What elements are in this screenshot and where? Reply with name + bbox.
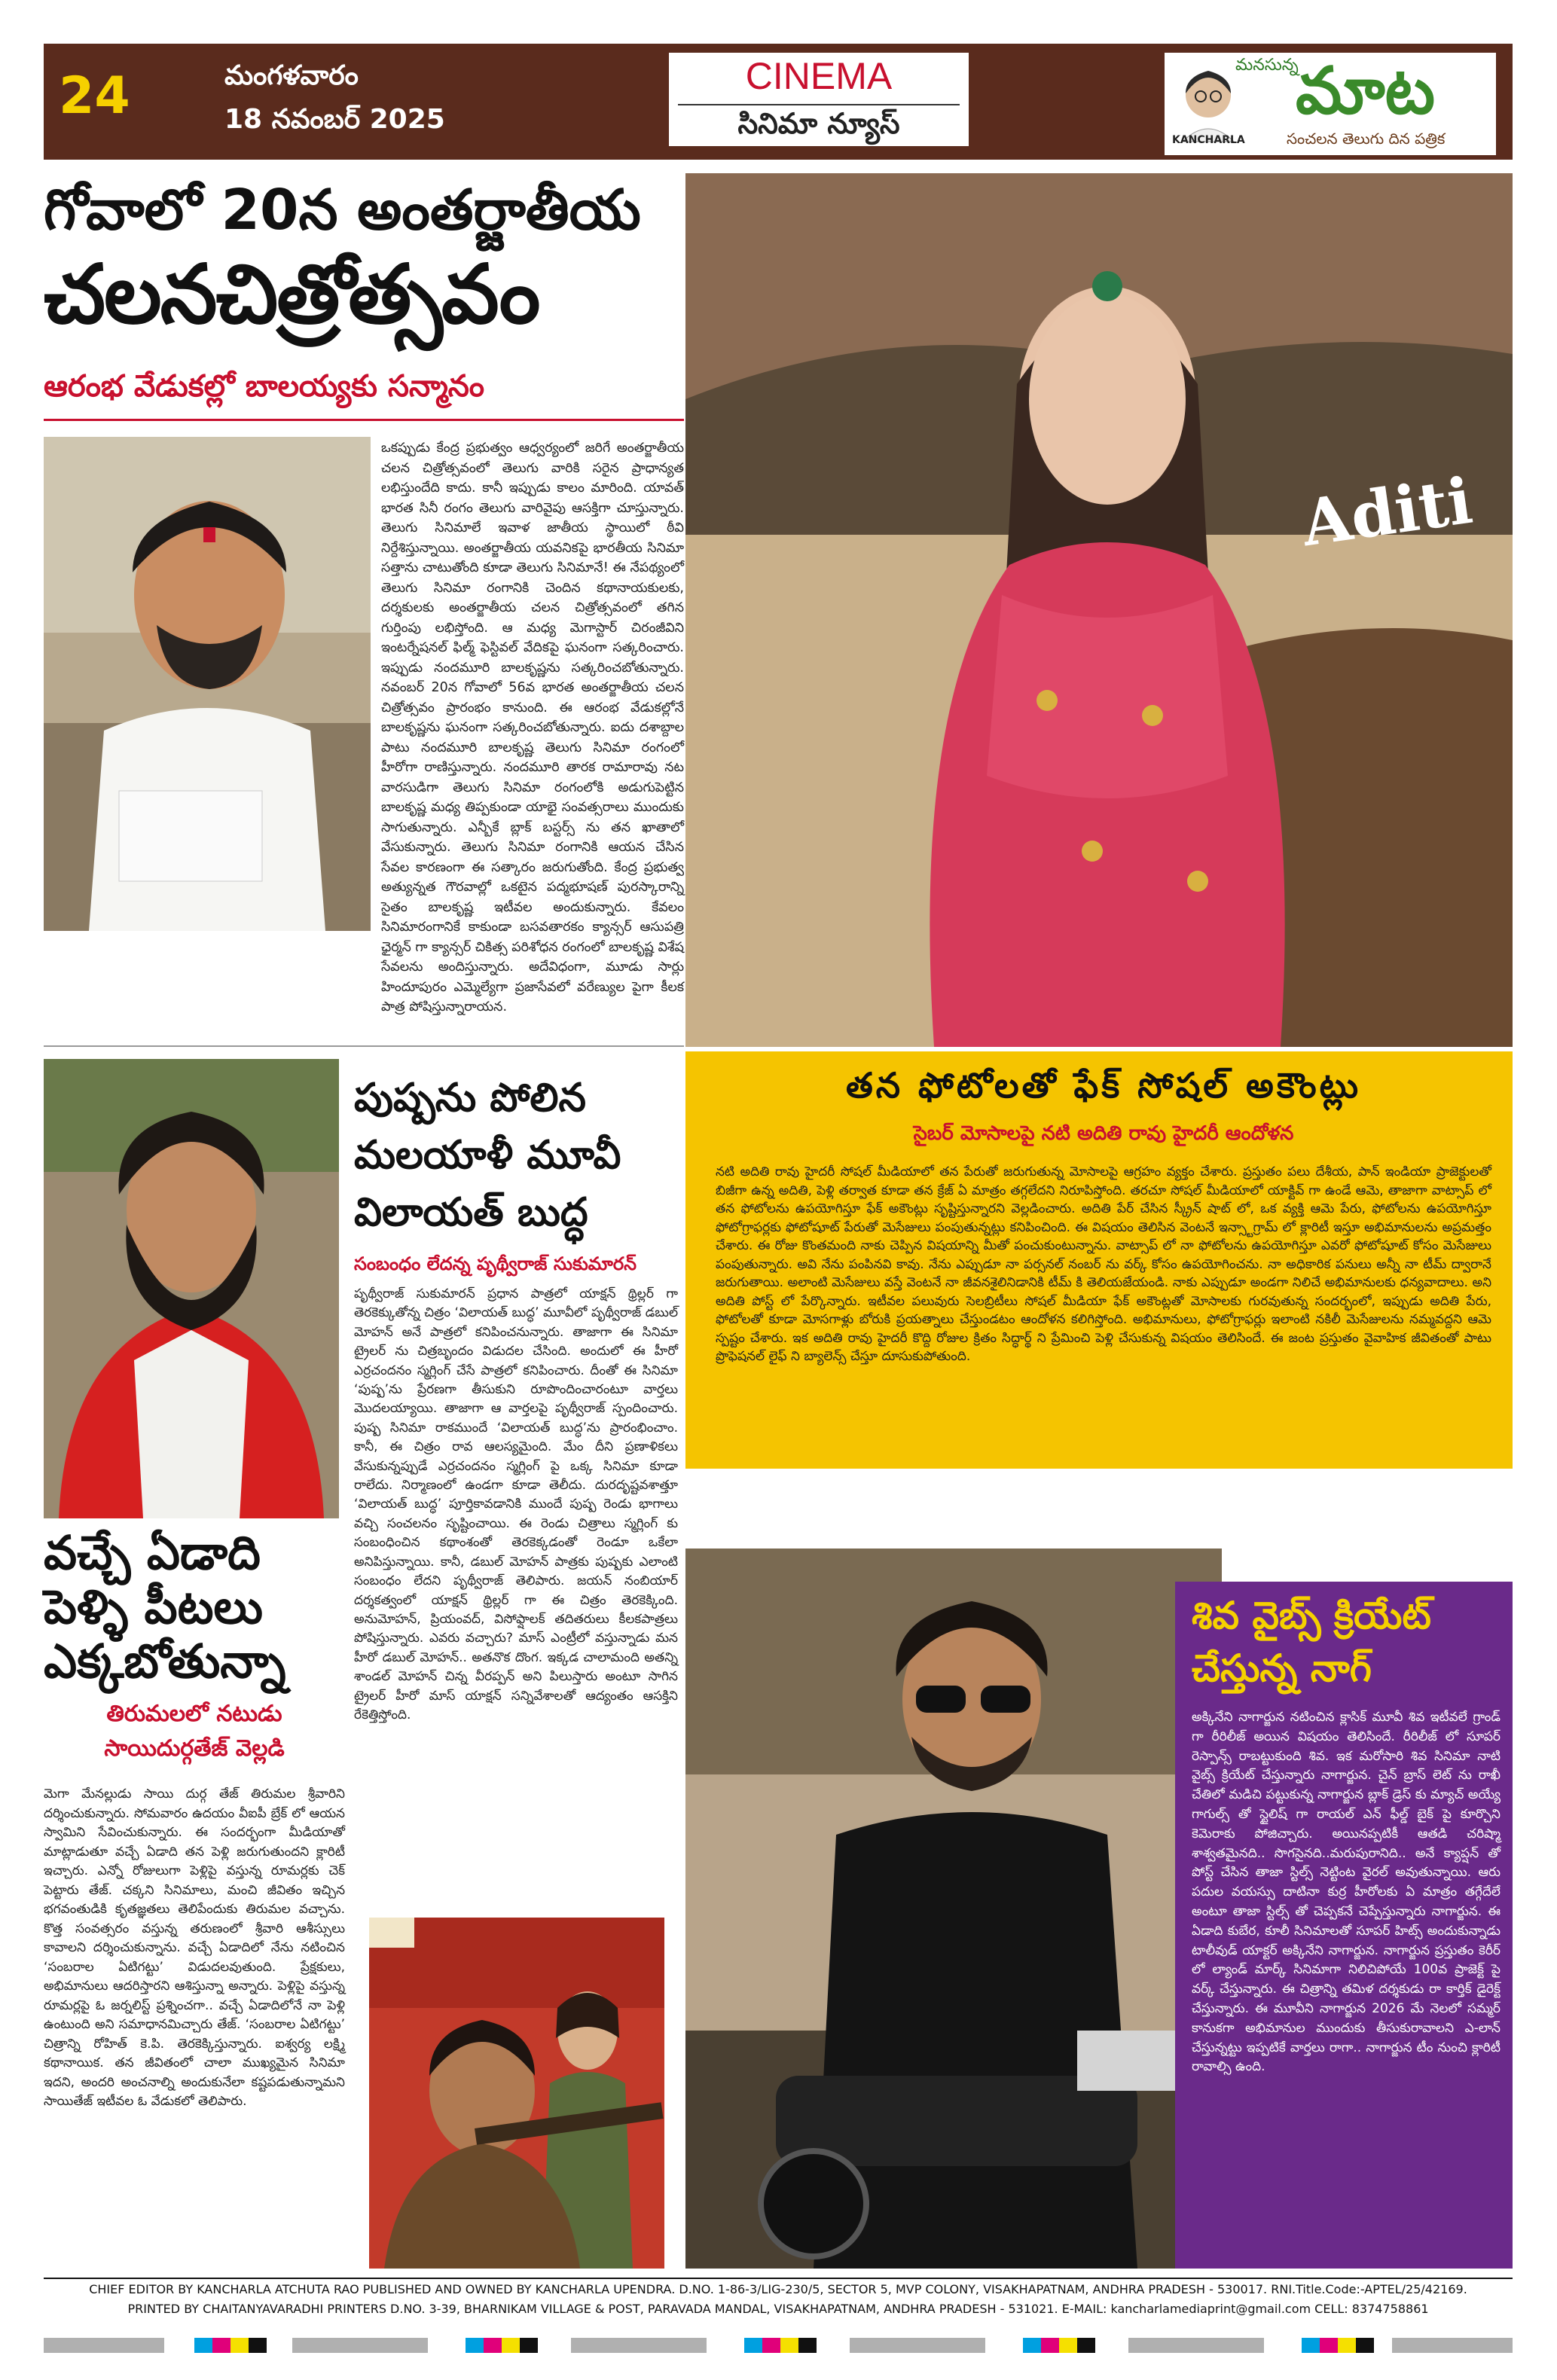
aditi-body: నటి అదితి రావు హైదరీ సోషల్ మీడియాలో తన పేరుతో జరుగుతున్న మోసాలపై ఆగ్రహం వ్యక్తం చేశారు. ప్రస్తుతం పలు దేశీయ, పాన్ ఇండియా ప్రాజెక్టులతో బిజీగా ఉన్న అదితి, పెళ్లి తర్వాత కూడా తన క్రేజ్ ఏ మాత్రం తగ్గలేదని నిరూపిస్తోంది. తరచూ సోషల్ మీడియాలో యాక్టివ్ గా ఉండే ఆమె, తాజాగా వాట్సాప్ లో తన ఫోటోలను ఉపయోగిస్తూ ఫేక్ అకౌంట్లు సృష్టిస్తున్నారని వెల్లడించారు. అదితి పేర్ చేసిన స్క్రీన్ షాట్ లో, ఒక వ్యక్తి ఆమె పేరు, ఫోటోలను ఉపయోగిస్తూ ఫోటోగ్రాఫర్లకు ఫోటోషూట్ పేరుతో మెసేజులు పంపుతున్నట్లు కనిపించింది. ఈ విషయం తెలిసిన వెంటనే ఇన్స్టాగ్రామ్ లో క్లారిటీ ఇస్తూ అభిమానులను అప్రమత్తం చేశారు. ఈ రోజు కొంతమంది నాకు చెప్పిన విషయాన్ని మీతో పంచుకుంటున్నాను. వాట్సాప్ లో నా ఫోటోలను ఉపయోగిస్తూ ఎవరో ఫోటోషూట్ కోసం మెసేజులు పంపుతున్నారు. అవి నేను పంపినవి కావు. నేను ఎప్పుడూ నా పర్సనల్ నంబర్ ను వర్క్ కోసం ఉపయోగించను. నా అధికారిక పనులు అన్నీ నా టీమ్ ద్వారానే జరుగుతాయి. అలాంటి మెసేజులు వస్తే వెంటనే నా జీవనశైలినిడానికి టీమ్ కి తెలియజేయండి. నాకు ఎప్పుడూ అండగా నిలిచే అభిమానులకు ధన్యవాదాలు. అని అదితి పోస్ట్ లో పేర్కొన్నారు. ఇటీవల పలువురు సెలబ్రిటీలు సోషల్ మీడియా ఫేక్ అకౌంట్లతో మోసాలకు గురవుతున్న సందర్భంలో, ఇప్పుడు అదితి పేరు, ఫోటోలతో కూడా మోసగాళ్లు బోరుకి ప్రయత్నాలు చేస్తుండటం ఆందోళన కలిగిస్తోంది. అభిమానులు, ఫోటోగ్రాఫర్లు ఇలాంటి నకిలీ మెసేజులను నమ్మవద్దని ఆమె స్పష్టం చేశారు. ఇక అదితి రావు హైదరీ కొద్ది రోజుల క్రితం సిద్ధార్థ్ ని ప్రేమించి పెళ్లి చేసుకున్న విషయం తెలిసిందే. ఈ జంట ప్రస్తుతం వైవాహిక జీవితంతో పాటు ప్రొఫెషనల్ లైఫ్ ని బ్యాలెన్స్ చేస్తూ దూసుకుపోతుంది. bbox=[716, 1164, 1491, 1364]
sai-body: మెగా మేనల్లుడు సాయి దుర్గ తేజ్ తిరుమల శ్రీవారిని దర్శించుకున్నారు. సోమవారం ఉదయం వీఐపీ బ్రేక్ లో ఆయన స్వామిని సేవించుకున్నారు. ఈ సందర్భంగా మీడియాతో మాట్లాడుతూ వచ్చే ఏడాది తన పెళ్లి జరుగుతుందని క్లారిటీ ఇచ్చారు. ఎన్నో రోజులుగా పెళ్లిపై వస్తున్న రూమర్లకు చెక్ పెట్టారు తేజ్. చక్కని సినిమాలు, మంచి జీవితం ఇచ్చిన భగవంతుడికి కృతజ్ఞతలు తెలిపేందుకు తిరుమల వచ్చాను. కొత్త సంవత్సరం వస్తున్న తరుణంలో శ్రీవారి ఆశీస్సులు కావాలని దర్శించుకున్నాను. వచ్చే ఏడాదిలో నేను నటించిన ‘సంబరాల ఏటిగట్టు’ విడుదలవుతుంది. ప్రేక్షకులు, అభిమానులు ఆదరిస్తారని ఆశిస్తున్నా అన్నారు. పెళ్లిపై వస్తున్న రూమర్లపై ఓ జర్నలిస్ట్ ప్రశ్నించగా.. వచ్చే ఏడాదిలోనే నా పెళ్లి ఉంటుంది అని సమాధానమిచ్చారు తేజ్. ‘సంబరాల ఏటిగట్టు’ చిత్రాన్ని రోహిత్ కె.పి. తెరకెక్కిస్తున్నారు. ఐశ్వర్య లక్ష్మి కథానాయిక. తన జీవితంలో చాలా ముఖ్యమైన సినిమా ఇదని, అందరి అంచనాల్ని అందుకునేలా కష్టపడుతున్నామని సాయితేజ్ ఇటీవల ఓ వేడుకలో తెలిపారు. bbox=[44, 1787, 345, 2109]
logo-word: మాట bbox=[1296, 53, 1435, 129]
column-divider bbox=[44, 1045, 684, 1047]
balakrishna-photo bbox=[44, 437, 371, 931]
goa-headline-line1: గోవాలో 20న అంతర్జాతీయ bbox=[44, 178, 641, 243]
section-title: CINEMA bbox=[745, 55, 893, 97]
vilayath-headline: పుష్పను పోలిన మలయాళీ మూవీ విలాయత్ బుద్ధ bbox=[354, 1076, 621, 1235]
sai-subhead-line1: తిరుమలలో నటుడు bbox=[106, 1701, 282, 1727]
goa-subhead-rule bbox=[44, 419, 684, 421]
nag-headline: శివ వైబ్స్ క్రియేట్ చేస్తున్న నాగ్ bbox=[1192, 1594, 1432, 1690]
goa-headline-line2: చలనచిత్రోత్సవం bbox=[44, 248, 539, 342]
section-divider bbox=[678, 104, 960, 105]
sai-tej-photo bbox=[44, 1059, 339, 1518]
logo-top-word: మనసున్న bbox=[1235, 56, 1299, 75]
nagarjuna-photo bbox=[685, 1549, 1222, 2269]
aditi-headline: తన ఫోటోలతో ఫేక్ సోషల్ అకౌంట్లు bbox=[845, 1065, 1362, 1106]
aditi-photo-name: Aditi bbox=[1297, 462, 1477, 561]
logo-tagline: సంచలన తెలుగు దిన పత్రిక bbox=[1287, 130, 1446, 148]
nag-body: అక్కినేని నాగార్జున నటించిన క్లాసిక్ మూవీ శివ ఇటీవలే గ్రాండ్ గా రీరిలీజ్ అయిన విషయం తెలిసిందే. రీరిలీజ్ లో సూపర్ రెస్పాన్స్ రాబట్టుకుంది శివ. ఇక మరోసారి శివ సినిమా నాటి వైబ్స్ క్రియేట్ చేస్తున్నారు నాగార్జున. చైన్ బ్రాస్ లెట్ ను రాఖీ చేతిలో మడిచి పట్టుకున్న నాగార్జున బ్లాక్ డ్రెస్ కు మ్యాచ్ అయ్యే గాగుల్స్ తో స్టైలిష్ గా రాయల్ ఎన్ ఫీల్డ్ బైక్ పై కూర్చొని కెమెరాకు పోజిచ్చారు. అయినప్పటికీ ఆతడి చరిష్మా శాశ్వతమైనది.. సొగసైనది..మరుపురానిది.. అనే క్యాప్షన్ తో పోస్ట్ చేసిన తాజా స్టిల్స్ నెట్టింట వైరల్ అవుతున్నాయి. ఆరు పదుల వయస్సు దాటినా కుర్ర హీరోలకు ఏ మాత్రం తగ్గేదేలే అంటూ తాజా స్టిల్స్ తో చెప్పకనే చెప్పేస్తున్నారు నాగార్జున. ఈ ఏడాది కుబేర, కూలీ సినిమాలతో సూపర్ హిట్స్ అందుకున్నాడు టాలీవుడ్ యాక్టర్ అక్కినేని నాగార్జున. నాగార్జున ప్రస్తుతం కెరీర్ లో ల్యాండ్ మార్క్ సినిమాగా నిలిచిపోయే 100వ ప్రాజెక్ట్ పై వర్క్ చేస్తున్నారు. ఈ చిత్రాన్ని తమిళ దర్శకుడు రా కార్తిక్ డైరెక్ట్ చేస్తున్నారు. ఈ మూవీని నాగార్జున 2026 మే నెలలో సమ్మర్ కానుకగా అభిమానుల ముందుకు తీసుకురావాలని ఎ-లాన్ చేస్తున్నట్టు ఇప్పటికే వార్తలు రాగా.. నాగార్జున టీం నుంచి క్లారిటీ రావాల్సి ఉంది. bbox=[1192, 1710, 1501, 2075]
footer-rule bbox=[44, 2278, 1513, 2279]
aditi-photo bbox=[685, 173, 1513, 1047]
goa-body-col: ఒకప్పుడు కేంద్ర ప్రభుత్వం ఆధ్వర్యంలో జరిగే అంతర్జాతీయ చలన చిత్రోత్సవంలో తెలుగు వారికి సరైన ప్రాధాన్యత లభిస్తుందేది కాదు. కానీ ఇప్పుడు కాలం మారింది. యావత్ భారత సినీ రంగం తెలుగు వారివైపు ఆసక్తిగా చూస్తున్నారు. తెలుగు సినిమాలే ఇవాళ జాతీయ స్థాయిలో ఠీవి నిర్దేశిస్తున్నాయి. అంతర్జాతీయ యవనికపై భారతీయ సినిమా సత్తాను చాటుతోంది కూడా తెలుగు సినిమానే! ఈ నేపథ్యంలో తెలుగు సినిమా రంగానికి చెందిన కథానాయకులకు, దర్శకులకు అంతర్జాతీయ చలన చిత్రోత్సవంలో తగిన గుర్తింపు లభిస్తోంది. ఆ మధ్య మెగాస్టార్ చిరంజీవిని ఇంటర్నేషనల్ ఫిల్మ్ ఫెస్టివల్ వేదికపై ఘనంగా సత్కరించారు. ఇప్పుడు నందమూరి బాలకృష్ణను సత్కరించబోతున్నారు. నవంబర్ 20న గోవాలో 56వ భారత అంతర్జాతీయ చలన చిత్రోత్సవం ప్రారంభం కానుంది. ఈ ఆరంభ వేడుకల్లోనే బాలకృష్ణను ఘనంగా సత్కరించబోతున్నారు. ఐదు దశాబ్దాల పాటు నందమూరి బాలకృష్ణ తెలుగు సినిమా రంగంలో హీరోగా రాణిస్తున్నారు. నందమూరి తారక రామారావు నట వారసుడిగా తెలుగు సినిమా రంగంలోకి అడుగుపెట్టిన బాలకృష్ణ మధ్య తిప్పకుండా యాభై సంవత్సరాలు ముందుకు సాగుతున్నారు. ఎన్బీకే బ్లాక్ బస్టర్స్ ను తన ఖాతాలో వేసుకున్నారు. తెలుగు సినిమా రంగానికి ఆయన చేసిన సేవల కారణంగా ఈ సత్కారం జరుగుతోంది. కేంద్ర ప్రభుత్వ అత్యున్నత గౌరవాల్లో ఒకటైన పద్మభూషణ్ పురస్కారాన్ని సైతం బాలకృష్ణ ఇటీవల అందుకున్నారు. కేవలం సినిమారంగానికే కాకుండా బసవతారకం క్యాన్సర్ ఆసుపత్రి ఛైర్మన్ గా క్యాన్సర్ చికిత్స పరిశోధన రంగంలో బాలకృష్ణ విశేష సేవలను అందిస్తున్నారు. అదేవిధంగా, మూడు సార్లు హిందూపురం ఎమ్మెల్యేగా ప్రజాసేవలో వరేణ్యుల పైగా కీలక పాత్ర పోషిస్తున్నారాయన. bbox=[381, 441, 685, 1015]
page-number: 24 bbox=[59, 66, 130, 126]
vilayath-body: పృథ్వీరాజ్ సుకుమారన్ ప్రధాన పాత్రలో యాక్షన్ థ్రిల్లర్ గా తెరకెక్కుతోన్న చిత్రం ‘విలాయత్ బుద్ధ’ మూవీలో పృథ్వీరాజ్ డబుల్ మోహన్ అనే పాత్రలో కనిపించనున్నారు. తాజాగా ఈ సినిమా ట్రైలర్ ను చిత్రబృందం విడుదల చేసింది. అందులో ఈ హీరో ఎర్రచందనం స్మగ్లింగ్ చేసే పాత్రలో కనిపించారు. దీంతో ఈ సినిమా ‘పుష్ప’ను ప్రేరణగా తీసుకుని రూపొందించారంటూ వార్తలు మొదలయ్యాయి. తాజాగా ఆ వార్తలపై పృథ్వీరాజ్ స్పందించారు. పుష్ప సినిమా రాకముందే ‘విలాయత్ బుద్ధ’ను ప్రారంభించాం. కానీ, ఈ చిత్రం రావ ఆలస్యమైంది. మేం దీని ప్రణాళికలు వేసుకున్నప్పుడే ఎర్రచందనం స్మగ్లింగ్ పై ఒక్క సినిమా కూడా రాలేదు. నిర్మాణంలో ఉండగా కూడా తెలీదు. దురదృష్టవశాత్తూ ‘విలాయత్ బుద్ధ’ పూర్తికావడానికి ముందే పుష్ప రెండు భాగాలు వచ్చి సంచలనం సృష్టించాయి. ఈ రెండు చిత్రాలు స్మగ్లింగ్ కు సంబంధించిన కథాంశంతో తెరకెక్కడంతో రెండూ ఒకేలా అనిపిస్తున్నాయి. కానీ, డబుల్ మోహన్ పాత్రకు పుష్పకు ఎలాంటి సంబంధం లేదని పృథ్వీరాజ్ తెలిపారు. జయన్ నంబియార్ దర్శకత్వంలో యాక్షన్ థ్రిల్లర్ గా ఈ చిత్రం తెరకెక్కింది. అనుమోహన్, ప్రియంవద్, విసోఫ్షాలక్ తదితరులు కీలకపాత్రలు పోషిస్తున్నారు. ఎవరు వచ్చారు? మాస్ ఎంట్రీలో వస్తున్నాడు మన హీరో డబుల్ మోహన్.. అతనొక దొంగ. ఇక్కడ చాలామంది అతన్ని శాండల్ మోహన్ చిన్న వీరప్పన్ అని పిలుస్తారు అంటూ సాగిన ట్రైలర్ హీరో మాస్ యాక్షన్ సన్నివేశాలతో ఆద్యంతం ఆసక్తిని రేకెత్తిస్తోంది. bbox=[354, 1286, 678, 1722]
logo-name: KANCHARLA bbox=[1172, 134, 1245, 146]
sai-headline: వచ్చే ఏడాది పెళ్ళి పీటలు ఎక్కబోతున్నా bbox=[44, 1525, 286, 1689]
goa-subhead: ఆరంభ వేడుకల్లో బాలయ్యకు సన్మానం bbox=[44, 369, 485, 404]
issue-day: మంగళవారం bbox=[224, 60, 359, 91]
aditi-subhead: సైబర్ మోసాలపై నటి అదితి రావు హైదరీ ఆందోళన bbox=[913, 1122, 1294, 1145]
vilayath-subhead: సంబంధం లేదన్న పృథ్వీరాజ్ సుకుమారన్ bbox=[354, 1253, 637, 1274]
print-color-bar bbox=[44, 2335, 1513, 2356]
footer-publisher-line: CHIEF EDITOR BY KANCHARLA ATCHUTA RAO PUBLISHED AND OWNED BY KANCHARLA UPENDRA. D.NO. 1-86-3/LIG-230/5, SECTOR 5, MVP COLONY, VISAKHAPATNAM, ANDHRA PRADESH - 530017. RNI.Title.Code:-APTEL/25/42169. bbox=[89, 2282, 1467, 2296]
issue-date: 18 నవంబర్ 2025 bbox=[224, 104, 445, 135]
vilayath-poster bbox=[369, 1918, 664, 2269]
sai-subhead-line2: సాయిదుర్గతేజ్ వెల్లడి bbox=[104, 1735, 285, 1762]
footer-printer-line: PRINTED BY CHAITANYAVARADHI PRINTERS D.NO. 3-39, BHARNIKAM VILLAGE & POST, PARAVADA MANDAL, VISAKHAPATNAM, ANDHRA PRADESH - 531021. E-MAIL: kancharlamediaprint@gmail.com CELL: 8374758861 bbox=[127, 2302, 1429, 2316]
section-subtitle: సినిమా న్యూస్ bbox=[737, 107, 900, 140]
